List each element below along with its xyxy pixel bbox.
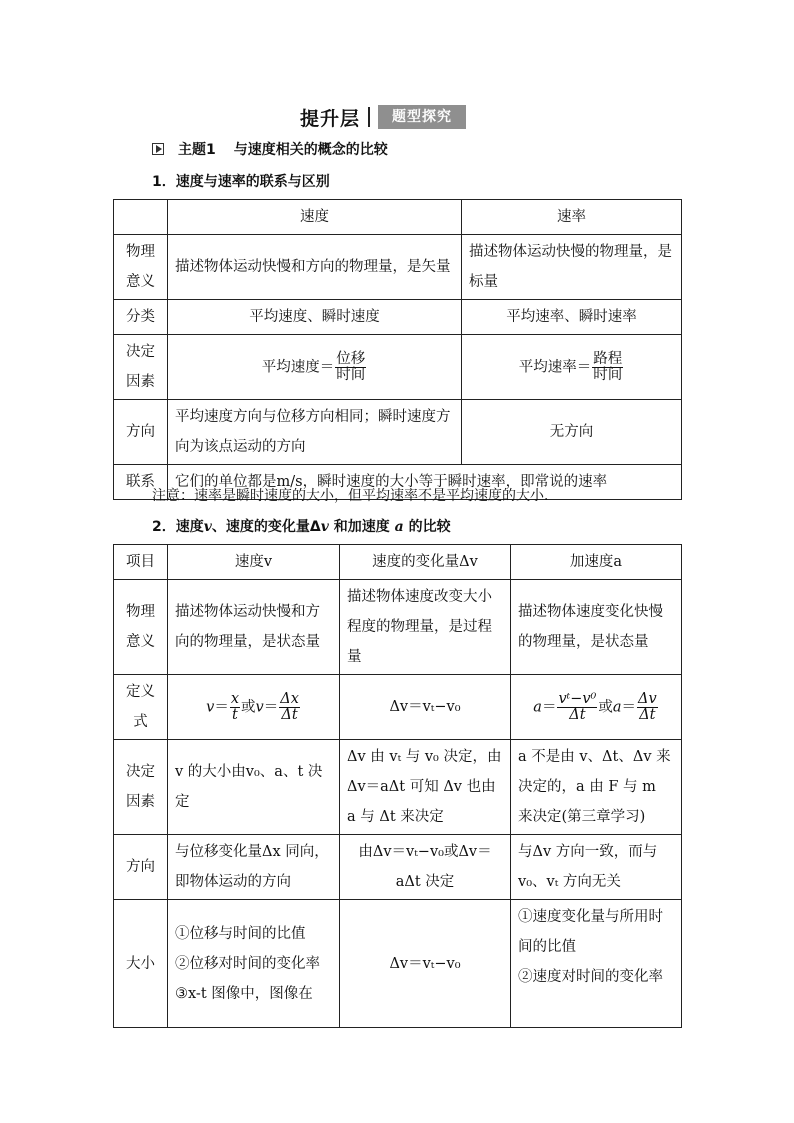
fraction: $\frac{\text{vᵗ−v⁰}}{\Delta t}$ xyxy=(558,690,597,723)
header-badge: 题型探究 xyxy=(378,105,466,129)
table-cell: 它们的单位都是m/s，瞬时速度的大小等于瞬时速率，即常说的速率 xyxy=(168,465,682,500)
table-row xyxy=(114,335,682,400)
table-cell: 描述物体速度变化快慢的物理量，是状态量 xyxy=(511,580,682,675)
row-label: 方向 xyxy=(114,400,168,465)
table-row xyxy=(114,400,682,465)
row-label: 联系 xyxy=(114,465,168,500)
speed-vs-rate-table xyxy=(113,199,682,500)
col-header: 项目 xyxy=(114,545,168,580)
heading-symbol: v xyxy=(320,519,329,535)
row-label: 定义式 xyxy=(114,675,168,740)
header-title: 提升层 xyxy=(300,107,361,130)
table-cell: a＝ $\frac{\text{vᵗ−v⁰}}{\Delta t}$ 或a＝ $\frac{\Delta v}{\Delta t}$ xyxy=(511,675,682,740)
row-label: 大小 xyxy=(114,900,168,1028)
heading-symbol: v xyxy=(203,519,212,535)
table-cell: v＝ $\frac{x}{t}$ 或v＝ $\frac{\Delta x}{\Delta t}$ xyxy=(168,675,340,740)
formula-prefix: 平均速率＝ xyxy=(518,359,592,375)
heading-text: 2．速度 xyxy=(152,519,204,535)
table-cell: v 的大小由v₀、a、t 决定 xyxy=(168,740,340,835)
row-label: 物理意义 xyxy=(114,235,168,300)
table-cell: 描述物体运动快慢的物理量，是标量 xyxy=(462,235,682,300)
or-text: 或 xyxy=(598,699,613,715)
list-item: ②位移对时间的变化率 xyxy=(175,955,320,972)
table-cell: Δv＝vₜ−v₀ xyxy=(340,675,511,740)
table-row xyxy=(114,835,682,900)
table-cell xyxy=(114,200,168,235)
list-item: ①速度变化量与所用时间的比值 xyxy=(518,909,663,955)
velocity-acceleration-table xyxy=(113,544,682,1028)
fraction xyxy=(592,352,623,383)
col-header: 速度的变化量Δv xyxy=(340,545,511,580)
table-cell: 与位移变化量Δx 同向，即物体运动的方向 xyxy=(168,835,340,900)
list-item: ①位移与时间的比值 xyxy=(175,925,306,942)
fraction: $\frac{x}{t}$ xyxy=(230,690,240,723)
table-row xyxy=(114,235,682,300)
denominator: 时间 xyxy=(593,366,623,383)
heading-text: 和加速度 xyxy=(328,519,395,535)
table-cell xyxy=(168,900,340,1028)
table-cell xyxy=(511,900,682,1028)
list-item: ②速度对时间的变化率 xyxy=(518,969,663,985)
row-label: 方向 xyxy=(114,835,168,900)
section2-heading xyxy=(152,516,451,536)
row-label: 物理意义 xyxy=(114,580,168,675)
topic-heading xyxy=(152,139,388,159)
table-cell: 无方向 xyxy=(462,400,682,465)
or-text: 或 xyxy=(241,699,256,715)
table-cell: 平均速度、瞬时速度 xyxy=(168,300,462,335)
table-cell: 由Δv＝vₜ−v₀或Δv＝aΔt 决定 xyxy=(340,835,511,900)
col-header: 速度v xyxy=(168,545,340,580)
table-row xyxy=(114,740,682,835)
topic-label: 主题1 xyxy=(178,142,216,158)
heading-text: 的比较 xyxy=(403,519,451,535)
row-label: 决定因素 xyxy=(114,335,168,400)
section1-heading: 1．速度与速率的联系与区别 xyxy=(152,174,330,190)
numerator: 路程 xyxy=(593,350,623,367)
col-header: 加速度a xyxy=(511,545,682,580)
formula-prefix: 平均速度＝ xyxy=(261,359,335,375)
table-cell: 描述物体运动快慢和方向的物理量，是矢量 xyxy=(168,235,462,300)
table-cell: Δv 由 vₜ 与 v₀ 决定，由 Δv＝aΔt 可知 Δv 也由 a 与 Δt 来决定 xyxy=(340,740,511,835)
list-item: ③x-t 图像中，图像在 xyxy=(175,985,313,1002)
heading-symbol: a xyxy=(394,519,404,535)
heading-text: 、速度的变化量Δ xyxy=(211,519,321,535)
fraction: $\frac{\Delta v}{\Delta t}$ xyxy=(638,690,657,723)
table-cell: 与Δv 方向一致，而与v₀、vₜ 方向无关 xyxy=(511,835,682,900)
table-row xyxy=(114,545,682,580)
table-row xyxy=(114,580,682,675)
table-cell: a 不是由 v、Δt、Δv 来决定的，a 由 F 与 m 来决定(第三章学习) xyxy=(511,740,682,835)
topic-title: 与速度相关的概念的比较 xyxy=(233,142,388,158)
table-cell: 描述物体运动快慢和方向的物理量，是状态量 xyxy=(168,580,340,675)
col-header: 速率 xyxy=(462,200,682,235)
table-cell: 平均速率、瞬时速率 xyxy=(462,300,682,335)
table-row xyxy=(114,300,682,335)
section-header xyxy=(300,104,466,130)
col-header: 速度 xyxy=(168,200,462,235)
play-icon xyxy=(152,143,164,155)
header-divider xyxy=(368,107,370,127)
row-label: 决定因素 xyxy=(114,740,168,835)
table-cell: 描述物体速度改变大小程度的物理量，是过程量 xyxy=(340,580,511,675)
denominator: 时间 xyxy=(336,366,366,383)
fraction: $\frac{\Delta x}{\Delta t}$ xyxy=(280,690,299,723)
table-cell: 平均速度方向与位移方向相同；瞬时速度方向为该点运动的方向 xyxy=(168,400,462,465)
table-cell xyxy=(168,335,462,400)
table-row xyxy=(114,900,682,1028)
note-text: 注意：速率是瞬时速度的大小，但平均速率不是平均速度的大小． xyxy=(152,488,558,504)
table-cell: Δv＝vₜ−v₀ xyxy=(340,900,511,1028)
table-row xyxy=(114,200,682,235)
table-row xyxy=(114,675,682,740)
table-cell xyxy=(462,335,682,400)
numerator: 位移 xyxy=(336,350,366,367)
row-label: 分类 xyxy=(114,300,168,335)
fraction xyxy=(335,352,366,383)
